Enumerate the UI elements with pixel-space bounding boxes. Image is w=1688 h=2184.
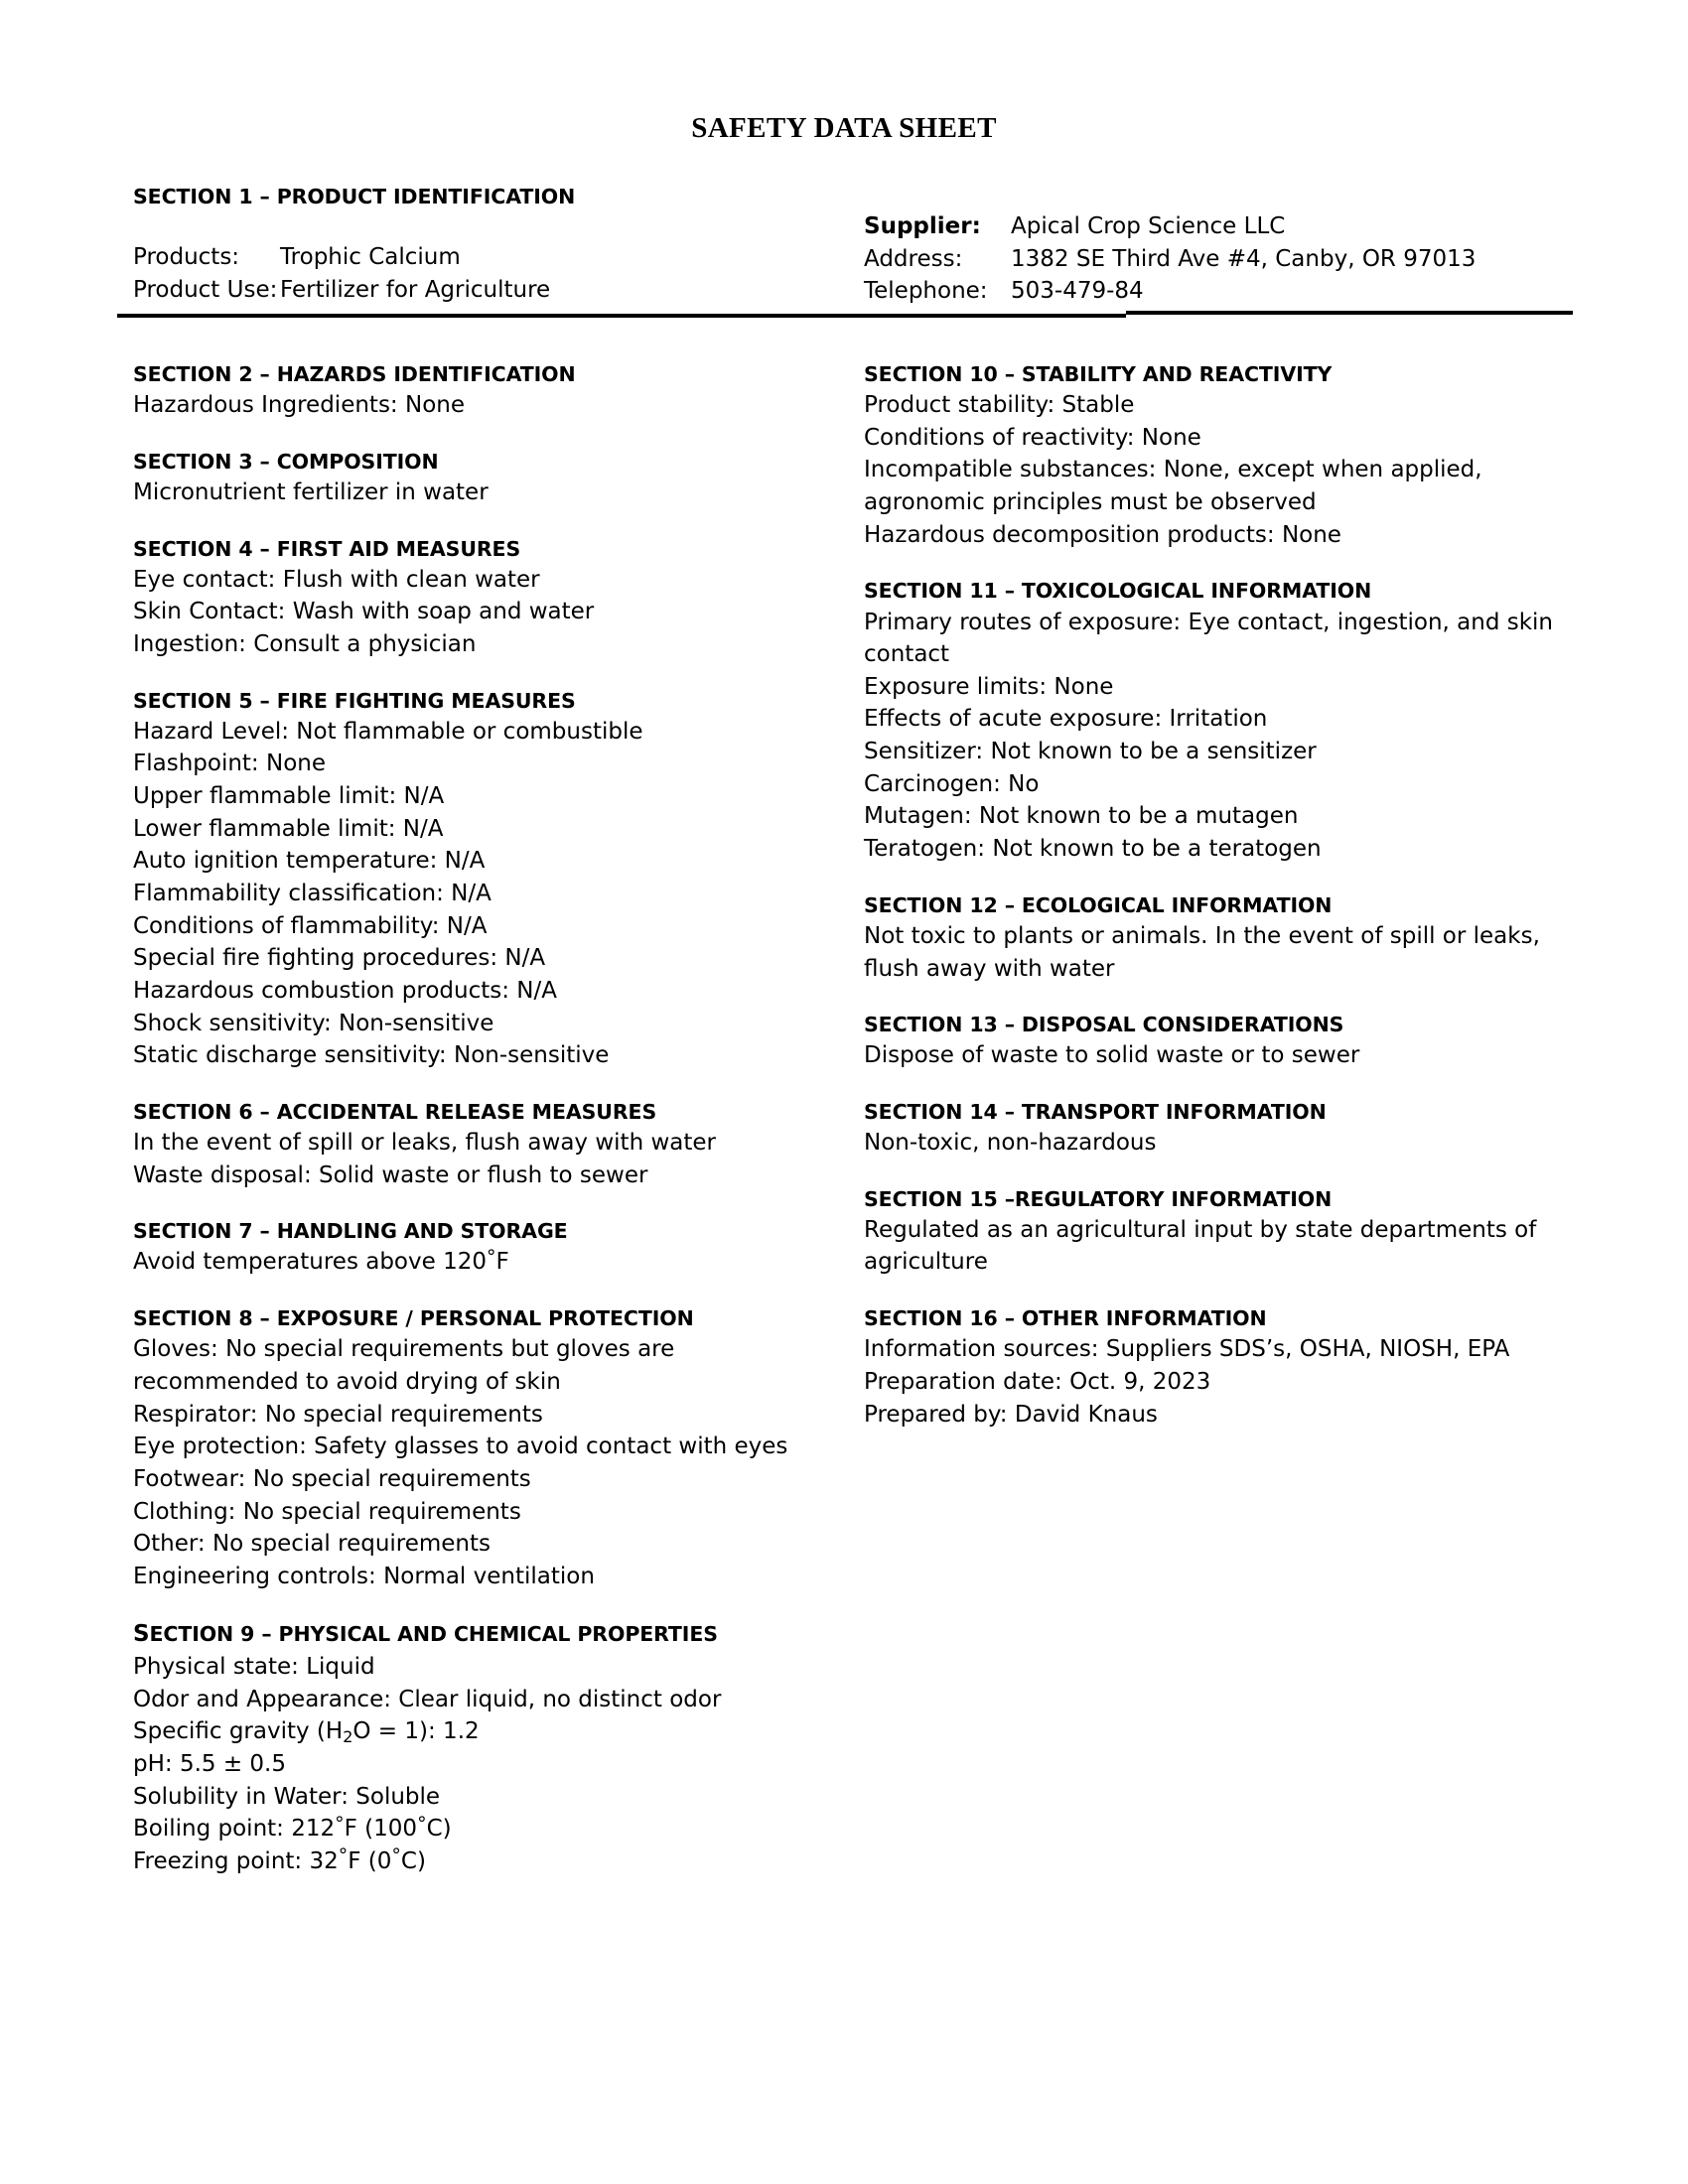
right-column xyxy=(864,360,1559,1431)
left-section-7-line-0: Physical state: Liquid xyxy=(133,1654,375,1681)
section-block xyxy=(133,1618,788,1877)
supplier-row xyxy=(864,210,1559,243)
left-section-3-line-4: Auto ignition temperature: N/A xyxy=(133,848,486,875)
left-section-heading-5: SECTION 7 – HANDLING AND STORAGE xyxy=(133,1219,568,1244)
section-block xyxy=(864,1011,1559,1072)
section-block xyxy=(864,1304,1559,1431)
header-divider-segment-right xyxy=(1126,311,1573,315)
supplier-info xyxy=(864,210,1559,308)
telephone-label: Telephone: xyxy=(864,278,988,305)
products-row xyxy=(133,241,729,274)
supplier-label: Supplier: xyxy=(864,213,981,239)
header-divider xyxy=(117,311,1571,321)
right-section-1-line-0: Primary routes of exposure: Eye contact, ingestion, and skin contact xyxy=(864,609,1554,668)
section-block xyxy=(864,891,1559,985)
telephone-row xyxy=(864,275,1559,308)
right-section-6-line-1: Preparation date: Oct. 9, 2023 xyxy=(864,1368,1211,1395)
left-column xyxy=(133,360,788,1878)
left-section-heading-0: SECTION 2 – HAZARDS IDENTIFICATION xyxy=(133,362,576,386)
right-section-0-line-1: Conditions of reactivity: None xyxy=(864,424,1201,451)
left-section-heading-1: SECTION 3 – COMPOSITION xyxy=(133,449,439,474)
left-section-6-line-0: Gloves: No special requirements but gloves are recommended to avoid drying of skin xyxy=(133,1336,675,1395)
right-section-3-line-0: Dispose of waste to solid waste or to sewer xyxy=(864,1042,1360,1069)
left-section-3-line-0: Hazard Level: Not flammable or combustible xyxy=(133,718,643,745)
left-section-7-line-3: pH: 5.5 ± 0.5 xyxy=(133,1751,287,1778)
right-section-0-line-0: Product stability: Stable xyxy=(864,392,1135,419)
section-heading-1: SECTION 1 – PRODUCT IDENTIFICATION xyxy=(133,185,576,208)
address-label: Address: xyxy=(864,245,963,272)
product-use-label: Product Use: xyxy=(133,276,278,303)
right-section-1-line-2: Effects of acute exposure: Irritation xyxy=(864,706,1268,733)
left-section-3-line-10: Static discharge sensitivity: Non-sensitive xyxy=(133,1042,610,1069)
right-section-0-line-3: Hazardous decomposition products: None xyxy=(864,521,1341,548)
address-row xyxy=(864,243,1559,276)
left-section-6-line-3: Footwear: No special requirements xyxy=(133,1465,531,1492)
right-section-1-line-5: Mutagen: Not known to be a mutagen xyxy=(864,803,1299,830)
left-section-3-line-1: Flashpoint: None xyxy=(133,751,326,777)
right-section-heading-1: SECTION 11 – TOXICOLOGICAL INFORMATION xyxy=(864,579,1372,604)
product-identification-left xyxy=(133,183,729,306)
left-section-3-line-9: Shock sensitivity: Non-sensitive xyxy=(133,1010,494,1036)
left-section-4-line-1: Waste disposal: Solid waste or flush to sewer xyxy=(133,1161,648,1188)
section-block xyxy=(864,577,1559,865)
section-block xyxy=(133,1217,788,1279)
left-section-3-line-8: Hazardous combustion products: N/A xyxy=(133,977,557,1004)
right-section-6-line-2: Prepared by: David Knaus xyxy=(864,1401,1158,1428)
left-section-6-line-6: Engineering controls: Normal ventilation xyxy=(133,1563,595,1589)
right-section-heading-5: SECTION 15 –REGULATORY INFORMATION xyxy=(864,1186,1333,1211)
section-block xyxy=(133,360,788,422)
right-section-1-line-1: Exposure limits: None xyxy=(864,673,1114,700)
left-section-6-line-4: Clothing: No special requirements xyxy=(133,1498,521,1525)
section-block xyxy=(864,1185,1559,1279)
left-section-7-line-2: Specific gravity (H2O = 1): 1.2 xyxy=(133,1718,480,1747)
left-section-7-line-4: Solubility in Water: Soluble xyxy=(133,1783,441,1810)
left-section-3-line-5: Flammability classification: N/A xyxy=(133,881,492,906)
product-use-row xyxy=(133,274,729,307)
telephone-value: 503-479-84 xyxy=(1011,278,1144,305)
right-section-heading-0: SECTION 10 – STABILITY AND REACTIVITY xyxy=(864,362,1333,386)
right-section-heading-4: SECTION 14 – TRANSPORT INFORMATION xyxy=(864,1099,1327,1124)
subscript-2: 2 xyxy=(343,1727,353,1747)
section-block xyxy=(133,448,788,509)
right-section-heading-6: SECTION 16 – OTHER INFORMATION xyxy=(864,1306,1267,1331)
degree-sign: ° xyxy=(391,1844,401,1867)
left-section-3-line-2: Upper flammable limit: N/A xyxy=(133,783,445,810)
right-section-heading-3: SECTION 13 – DISPOSAL CONSIDERATIONS xyxy=(864,1013,1344,1037)
left-section-heading-3: SECTION 5 – FIRE FIGHTING MEASURES xyxy=(133,688,576,713)
page-title: SAFETY DATA SHEET xyxy=(691,112,997,144)
section-block xyxy=(864,360,1559,551)
products-label: Products: xyxy=(133,244,240,271)
left-section-6-line-5: Other: No special requirements xyxy=(133,1531,492,1558)
right-section-1-line-4: Carcinogen: No xyxy=(864,770,1040,797)
supplier-value: Apical Crop Science LLC xyxy=(1011,213,1286,239)
right-section-6-line-0: Information sources: Suppliers SDS’s, OSHA, NIOSH, EPA xyxy=(864,1336,1510,1363)
left-section-7-line-1: Odor and Appearance: Clear liquid, no distinct odor xyxy=(133,1686,722,1712)
left-section-0-line-0: Hazardous Ingredients: None xyxy=(133,392,465,419)
heading-initial-cap: S xyxy=(133,1621,150,1648)
section-block xyxy=(864,1098,1559,1160)
left-section-7-line-6: Freezing point: 32°F (0°C) xyxy=(133,1844,426,1875)
right-section-1-line-3: Sensitizer: Not known to be a sensitizer xyxy=(864,739,1317,765)
left-section-3-line-3: Lower flammable limit: N/A xyxy=(133,815,444,842)
product-use-value: Fertilizer for Agriculture xyxy=(280,276,551,303)
left-section-3-line-7: Special fire fighting procedures: N/A xyxy=(133,945,546,972)
left-section-6-line-1: Respirator: No special requirements xyxy=(133,1401,543,1428)
section-block xyxy=(133,535,788,661)
section-block xyxy=(133,687,788,1072)
address-value: 1382 SE Third Ave #4, Canby, OR 97013 xyxy=(1011,245,1477,272)
left-section-heading-2: SECTION 4 – FIRST AID MEASURES xyxy=(133,536,521,561)
left-section-1-line-0: Micronutrient fertilizer in water xyxy=(133,478,489,505)
right-section-1-line-6: Teratogen: Not known to be a teratogen xyxy=(864,836,1322,863)
right-section-4-line-0: Non-toxic, non-hazardous xyxy=(864,1130,1157,1157)
left-section-2-line-0: Eye contact: Flush with clean water xyxy=(133,566,540,593)
right-section-5-line-0: Regulated as an agricultural input by state departments of agriculture xyxy=(864,1216,1537,1276)
left-section-heading-6: SECTION 8 – EXPOSURE / PERSONAL PROTECTION xyxy=(133,1306,694,1331)
left-section-7-line-5: Boiling point: 212°F (100°C) xyxy=(133,1812,452,1843)
left-section-heading-4: SECTION 6 – ACCIDENTAL RELEASE MEASURES xyxy=(133,1099,657,1124)
degree-sign: ° xyxy=(486,1245,496,1268)
left-section-2-line-1: Skin Contact: Wash with soap and water xyxy=(133,599,595,625)
products-value: Trophic Calcium xyxy=(280,244,461,271)
section-block xyxy=(133,1098,788,1191)
left-section-3-line-6: Conditions of flammability: N/A xyxy=(133,912,488,939)
left-section-heading-7: SECTION 9 – PHYSICAL AND CHEMICAL PROPERTIES xyxy=(133,1621,718,1648)
right-section-heading-2: SECTION 12 – ECOLOGICAL INFORMATION xyxy=(864,892,1333,917)
degree-sign: ° xyxy=(338,1844,349,1867)
left-section-5-line-0: Avoid temperatures above 120°F xyxy=(133,1245,509,1276)
left-section-6-line-2: Eye protection: Safety glasses to avoid contact with eyes xyxy=(133,1433,788,1460)
section-block xyxy=(133,1304,788,1592)
left-section-2-line-2: Ingestion: Consult a physician xyxy=(133,630,477,657)
left-section-4-line-0: In the event of spill or leaks, flush away with water xyxy=(133,1130,716,1157)
degree-sign: ° xyxy=(335,1812,345,1835)
header-divider-segment-left xyxy=(117,314,1126,318)
degree-sign: ° xyxy=(417,1812,427,1835)
product-identification-header xyxy=(117,183,1571,307)
right-section-0-line-2: Incompatible substances: None, except when applied, agronomic principles must be observed xyxy=(864,457,1482,516)
right-section-2-line-0: Not toxic to plants or animals. In the event of spill or leaks, flush away with water xyxy=(864,922,1540,982)
